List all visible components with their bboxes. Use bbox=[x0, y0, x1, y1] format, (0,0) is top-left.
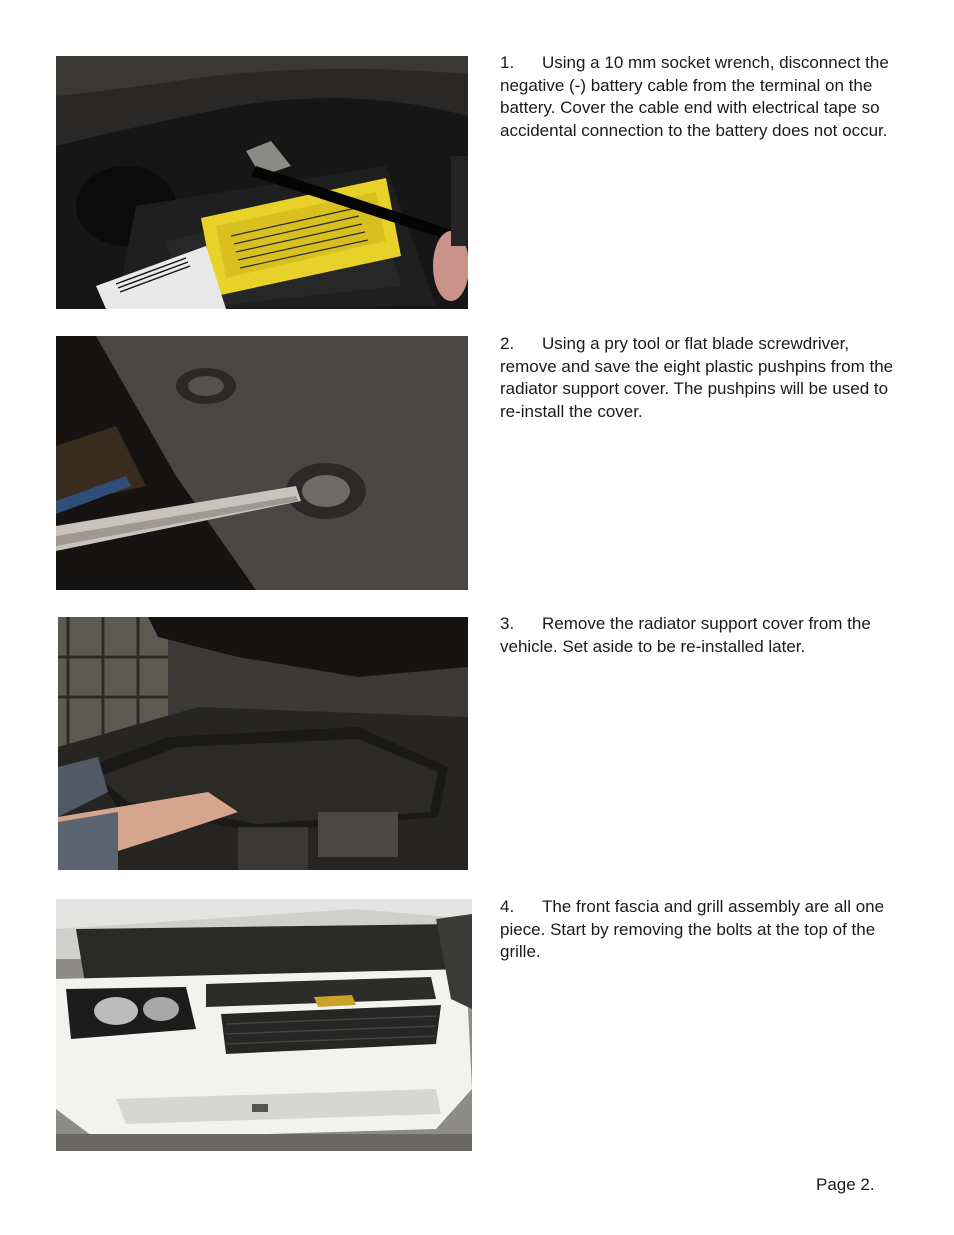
step-description: Using a 10 mm socket wrench, disconnect the negative (-) battery cable from the terminal on the battery. Cover the cable end with electrical tape so accidental connection to the battery does not occur. bbox=[500, 53, 889, 140]
step-4-text bbox=[500, 896, 905, 964]
step-1-text bbox=[500, 52, 905, 142]
battery-terminal-photo bbox=[56, 56, 468, 309]
page-number: Page 2. bbox=[816, 1175, 875, 1194]
step-description: The front fascia and grill assembly are all one piece. Start by removing the bolts at the top of the grille. bbox=[500, 897, 885, 961]
step-description: Using a pry tool or flat blade screwdriver, remove and save the eight plastic pushpins from the radiator support cover. The pushpins will be used to re-install the cover. bbox=[500, 334, 894, 421]
step-2-text bbox=[500, 333, 905, 423]
step-3-text bbox=[500, 613, 905, 658]
step-number: 2. bbox=[500, 334, 515, 353]
step-number: 4. bbox=[500, 897, 515, 916]
step-description: Remove the radiator support cover from the vehicle. Set aside to be re-installed later. bbox=[500, 614, 871, 656]
step-number: 3. bbox=[500, 614, 515, 633]
radiator-cover-removal-photo bbox=[58, 617, 468, 870]
front-fascia-grille-photo bbox=[56, 899, 472, 1151]
step-number: 1. bbox=[500, 53, 515, 72]
pushpin-removal-photo bbox=[56, 336, 468, 590]
